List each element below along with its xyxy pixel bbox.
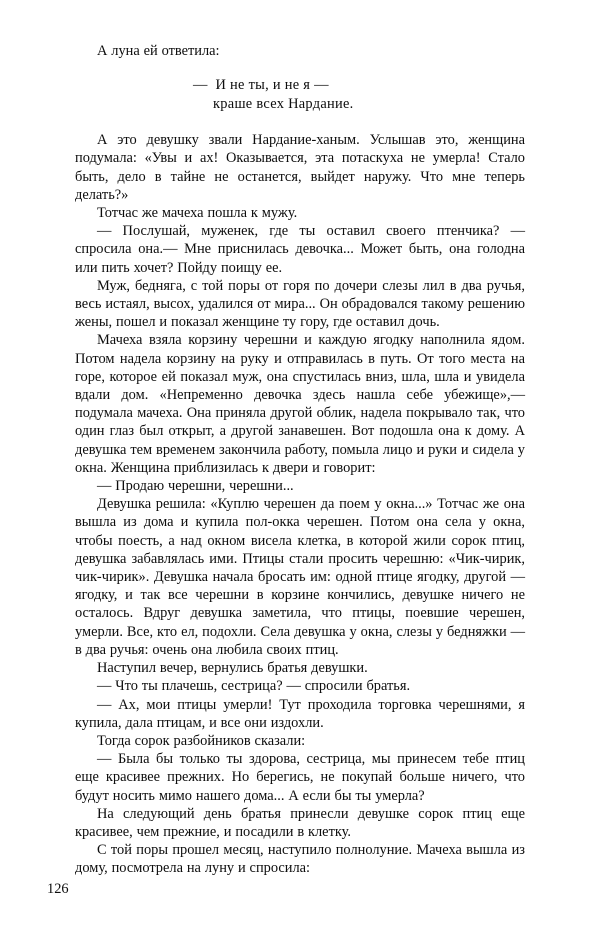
paragraph-4: Муж, бедняга, с той поры от горя по дочери слезы лил в два ручья, весь истаял, высох, удалился от мира... Он обрадовался такому решению жены, пошел и показал женщине ту гору, где оставил дочь. bbox=[75, 277, 525, 331]
text-column bbox=[75, 42, 525, 878]
verse-block bbox=[75, 76, 525, 114]
paragraph-11: Тогда сорок разбойников сказали: bbox=[97, 732, 306, 749]
paragraph-5: Мачеха взяла корзину черешни и каждую ягодку наполнила ядом. Потом надела корзину на руку и отправилась в путь. От того места на горе, которое ей показал муж, она спустилась вниз, шла, шла и увидела вдали дом. «Непременно девочка здесь нашла себе убежище»,— подумала мачеха. Она приняла другой облик, надела покрывало так, что один глаз был открыт, а другой занавешен. Вот подошла она к дому. А девушка тем временем закончила работу, помыла лицо и руки и сидела у окна. Женщина приблизилась к двери и говорит: bbox=[75, 332, 525, 476]
paragraph-8: Наступил вечер, вернулись братья девушки. bbox=[97, 660, 368, 677]
paragraph-13: На следующий день братья принесли девушке сорок птиц еще красивее, чем прежние, и посадили в клетку. bbox=[75, 805, 525, 840]
paragraph-14: С той поры прошел месяц, наступило полнолуние. Мачеха вышла из дому, посмотрела на луну и спросила: bbox=[75, 842, 525, 877]
verse-line-2: краше всех Нардание. bbox=[213, 96, 354, 113]
paragraph-3: — Послушай, муженек, где ты оставил своего птенчика? — спросила она.— Мне приснилась девочка... Может быть, она голодна или пить хочет? Пойду поищу ее. bbox=[75, 223, 525, 276]
paragraph-7: Девушка решила: «Куплю черешен да поем у окна...» Тотчас же она вышла из дома и купила пол-окка черешен. Потом она села у окна, чтобы поесть, а над окном висела клетка, в которой жили сорок птиц, девушка забавлялась ими. Птицы стали просить черешню: «Чик-чирик, чик-чирик». Девушка начала бросать им: одной птице ягодку, другой — ягодку, и так все черешни в корзине кончились, девушке ничего не осталось. Вдруг девушка заметила, что птицы, поевшие черешен, умерли. Все, кто ел, подохли. Села девушка у окна, слезы у бедняжки — в два ручья: очень она любила своих птиц. bbox=[75, 496, 525, 658]
verse-line-1: — И не ты, и не я — bbox=[193, 77, 329, 94]
paragraph-6: — Продаю черешни, черешни... bbox=[97, 478, 294, 495]
paragraph-2: Тотчас же мачеха пошла к мужу. bbox=[97, 205, 298, 222]
paragraph-1: А это девушку звали Нардание-ханым. Услышав это, женщина подумала: «Увы и ах! Оказывается, эта потаскуха не умерла! Стало быть, дело в тайне не останется, выйдет наружу. Что мне теперь делать?» bbox=[75, 132, 525, 203]
paragraph-9: — Что ты плачешь, сестрица? — спросили братья. bbox=[97, 678, 411, 695]
paragraph-12: — Была бы только ты здорова, сестрица, мы принесем тебе птиц еще красивее прежних. Но берегись, не покупай больше ничего, что будут носить мимо нашего дома... А если бы ты умерла? bbox=[75, 751, 525, 804]
paragraph-intro-line: А луна ей ответила: bbox=[97, 43, 220, 59]
paragraph-10: — Ах, мои птицы умерли! Тут проходила торговка черешнями, я купила, дала птицам, и все они издохли. bbox=[75, 696, 525, 731]
page-number: 126 bbox=[47, 881, 69, 897]
